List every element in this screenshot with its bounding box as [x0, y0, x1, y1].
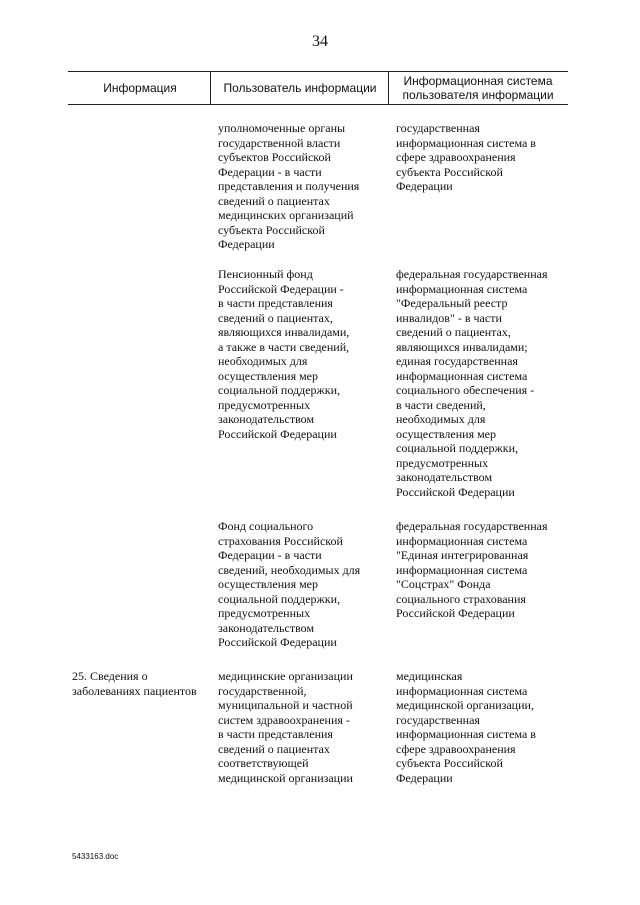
page-number: 34 [312, 33, 328, 50]
row-4-system: медицинская информационная система медицинской организации, государственная информационная система в сфере здравоохранения субъекта Российской Федерации [396, 669, 536, 785]
row-2-user: Пенсионный фонд Российской Федерации - в части представления сведений о пациентах, являющихся инвалидами, а также в части сведений, необходимых для осуществления мер социальной поддержки, предусмотренных законодательством Российской Федерации [218, 267, 350, 441]
row-3-user: Фонд социального страхования Российской Федерации - в части сведений, необходимых для осуществления мер социальной поддержки, предусмотренных законодательством Российской Федерации [218, 519, 361, 649]
column-header-user: Пользователь информации [223, 81, 377, 95]
row-3-system: федеральная государственная информационная система "Единая интегрированная информационная система "Соцстрах" Фонда социального страхования Российской Федерации [396, 519, 548, 620]
column-header-system: Информационная система пользователя информации [402, 74, 554, 102]
row-2-system: федеральная государственная информационная система "Федеральный реестр инвалидов" - в части сведений о пациентах, являющихся инвалидами; единая государственная информационная система социального обеспечения - в части сведений, необходимых для осуществления мер социальной поддержки, предусмотренных законодательством Российской Федерации [396, 267, 548, 499]
table-header-divider-1 [210, 71, 211, 105]
column-header-information: Информация [103, 81, 177, 95]
document-filename: 5433163.doc [72, 852, 119, 861]
table-header-bottom-rule [68, 104, 568, 105]
row-1-system: государственная информационная система в сфере здравоохранения субъекта Российской Федерации [396, 121, 536, 193]
table-header-divider-2 [388, 71, 389, 105]
row-4-user: медицинские организации государственной, муниципальной и частной систем здравоохранения - в части представления сведений о пациентах соответствующей медицинской организации [218, 669, 353, 785]
row-1-user: уполномоченные органы государственной власти субъектов Российской Федерации - в части представления и получения сведений о пациентах медицинских организаций субъекта Российской Федерации [218, 121, 360, 251]
row-4-information: 25. Сведения о заболеваниях пациентов [72, 669, 197, 698]
table-header-top-rule [68, 71, 568, 72]
